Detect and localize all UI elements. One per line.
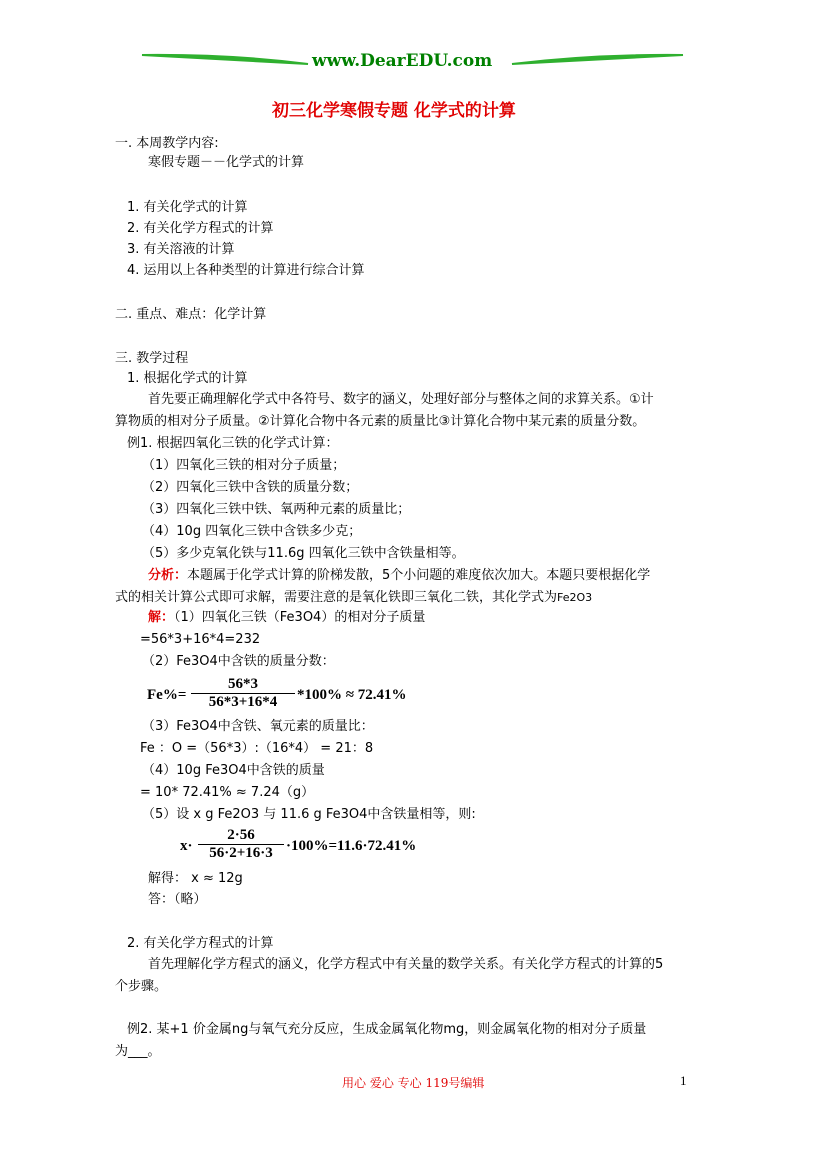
subsection-heading: 1. 根据化学式的计算	[127, 371, 248, 386]
formula-denominator: 56*3+16*4	[208, 694, 278, 710]
solution-calc: = 10* 72.41% ≈ 7.24（g）	[140, 785, 315, 800]
list-item: 4. 运用以上各种类型的计算进行综合计算	[127, 263, 365, 278]
solution-text: （5）设 x g Fe2O3 与 11.6 g Fe3O4中含铁量相等，则:	[142, 807, 476, 822]
section2-heading: 二. 重点、难点：化学计算	[115, 307, 267, 322]
right-swoosh	[512, 55, 683, 64]
solution-calc: =56*3+16*4=232	[140, 632, 261, 647]
section1-heading: 一. 本周教学内容:	[115, 136, 219, 151]
solution-line	[148, 610, 425, 626]
brand-logo: www.DearEDU.com	[312, 51, 493, 71]
chemical-formula: Fe2O3	[557, 591, 593, 604]
formula-numerator: 56*3	[228, 676, 258, 692]
formula-fe-percent	[147, 676, 427, 720]
analysis-line	[115, 590, 592, 606]
formula-lhs: Fe%=	[147, 687, 187, 703]
question-item: （2）四氧化三铁中含铁的质量分数；	[142, 480, 359, 495]
example-line: 例2. 某+1 价金属ng与氧气充分反应，生成金属氧化物mg，则金属氧化物的相对分子质量	[127, 1022, 647, 1037]
analysis-text: 本题属于化学式计算的阶梯发散，5个小问题的难度依次加大。本题只要根据化学	[187, 568, 651, 583]
formula-fe2o3-equation	[180, 827, 450, 871]
page-title: 初三化学寒假专题 化学式的计算	[272, 101, 516, 121]
paragraph-line: 首先理解化学方程式的涵义，化学方程式中有关量的数学关系。有关化学方程式的计算的5	[148, 957, 664, 972]
paragraph-line: 首先要正确理解化学式中各符号、数字的涵义，处理好部分与整体之间的求算关系。①计	[148, 392, 654, 407]
question-item: （4）10g 四氧化三铁中含铁多少克；	[142, 524, 362, 539]
footer-text: 用心 爱心 专心 119号编辑	[342, 1076, 485, 1090]
solution-answer: 答：（略）	[148, 892, 207, 907]
page-number: 1	[680, 1073, 687, 1088]
question-item: （1）四氧化三铁的相对分子质量；	[142, 458, 346, 473]
question-item: （5）多少克氧化铁与11.6g 四氧化三铁中含铁量相等。	[142, 546, 465, 561]
formula-rhs: ·100%=11.6·72.41%	[286, 838, 417, 854]
solution-text: （4）10g Fe3O4中含铁的质量	[142, 763, 325, 778]
solution-result: 解得： x ≈ 12g	[148, 871, 243, 886]
section1-subtitle: 寒假专题－－化学式的计算	[148, 155, 305, 170]
solution-calc: Fe ：O =（56*3）:（16*4） = 21：8	[140, 741, 374, 756]
paragraph-line: 个步骤。	[115, 979, 168, 994]
formula-denominator: 56·2+16·3	[209, 845, 273, 861]
list-item: 1. 有关化学式的计算	[127, 200, 248, 215]
example-line: 为___。	[115, 1044, 161, 1059]
analysis-text: 式的相关计算公式即可求解，需要注意的是氧化铁即三氧化二铁，其化学式为	[115, 590, 558, 605]
formula-lhs: x·	[180, 838, 193, 854]
solution-text: （2）Fe3O4中含铁的质量分数：	[142, 654, 335, 669]
left-swoosh	[142, 55, 308, 64]
list-item: 3. 有关溶液的计算	[127, 242, 235, 257]
solution-text: （1）四氧化三铁（Fe3O4）的相对分子质量	[174, 610, 426, 625]
section3-heading: 三. 教学过程	[115, 351, 189, 366]
solution-label: 解：	[148, 610, 175, 625]
list-item: 2. 有关化学方程式的计算	[127, 221, 274, 236]
example-title: 例1. 根据四氧化三铁的化学式计算：	[127, 436, 339, 451]
formula-rhs: *100% ≈ 72.41%	[297, 687, 407, 703]
analysis-label: 分析：	[148, 568, 188, 583]
solution-text: （3）Fe3O4中含铁、氧元素的质量比：	[142, 719, 374, 734]
question-item: （3）四氧化三铁中铁、氧两种元素的质量比；	[142, 502, 411, 517]
formula-numerator: 2·56	[227, 827, 255, 843]
subsection-heading: 2. 有关化学方程式的计算	[127, 936, 274, 951]
paragraph-line: 算物质的相对分子质量。②计算化合物中各元素的质量比③计算化合物中某元素的质量分数。	[115, 414, 646, 429]
analysis-line	[148, 568, 650, 584]
